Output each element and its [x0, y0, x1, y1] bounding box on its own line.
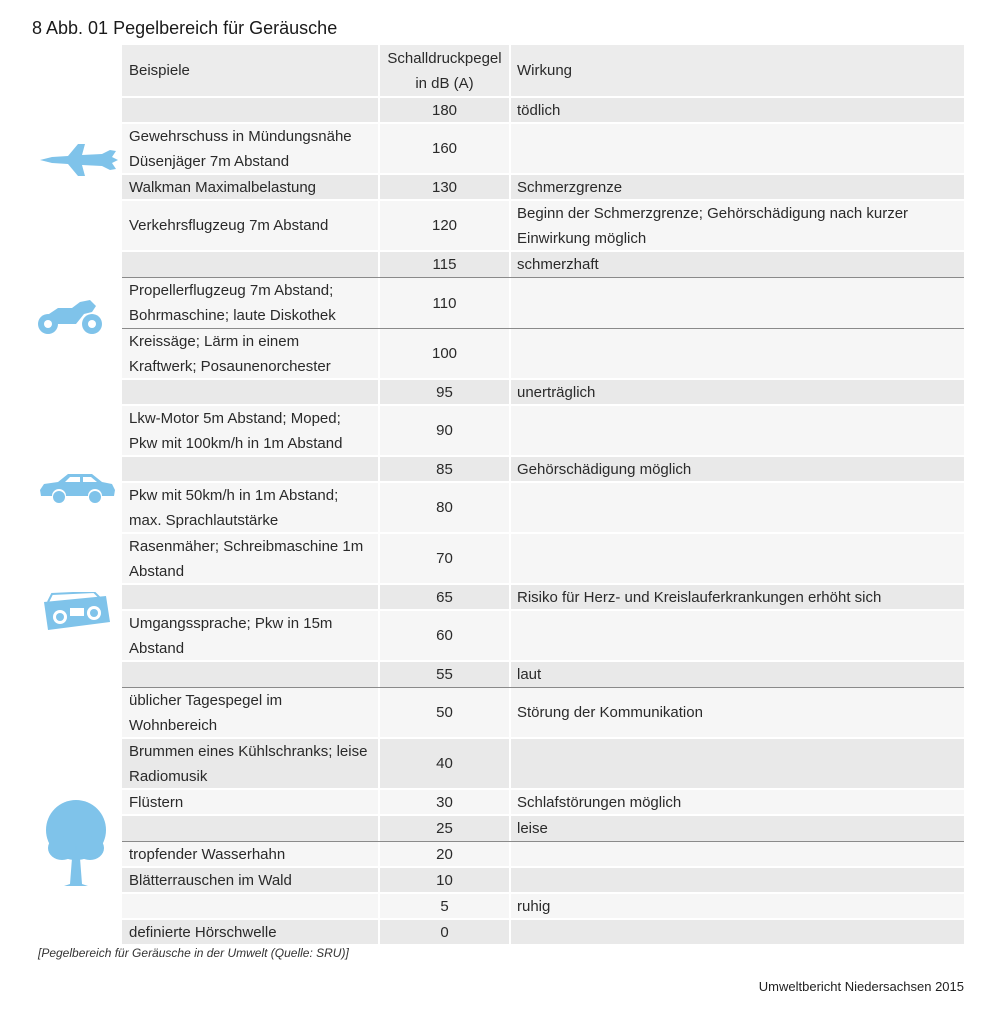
- table-row: [122, 611, 964, 662]
- level-cell: 85: [380, 457, 509, 481]
- table-row: [122, 380, 964, 406]
- level-cell: 60: [380, 611, 509, 660]
- level-cell: 115: [380, 252, 509, 277]
- page-footer: Umweltbericht Niedersachsen 2015: [758, 979, 964, 994]
- figure-caption: [Pegelbereich für Geräusche in der Umwelt (Quelle: SRU)]: [38, 946, 349, 960]
- table-row: [122, 201, 964, 252]
- example-cell: tropfender Wasserhahn: [122, 842, 378, 866]
- effect-cell: Gehörschädigung möglich: [511, 457, 964, 481]
- effect-cell: Störung der Kommunikation: [511, 688, 964, 737]
- example-cell: Lkw-Motor 5m Abstand; Moped; Pkw mit 100km/h in 1m Abstand: [122, 406, 378, 455]
- table-row: [122, 406, 964, 457]
- level-cell: 10: [380, 868, 509, 892]
- effect-cell: tödlich: [511, 98, 964, 122]
- radio-icon: [38, 592, 112, 634]
- level-cell: 5: [380, 894, 509, 918]
- example-cell: [122, 816, 378, 841]
- page-title: 8 Abb. 01 Pegelbereich für Geräusche: [32, 18, 338, 38]
- example-cell: Rasenmäher; Schreibmaschine 1m Abstand: [122, 534, 378, 583]
- example-cell: [122, 380, 378, 404]
- table-row: [122, 662, 964, 688]
- effect-cell: [511, 868, 964, 892]
- table-row: [122, 739, 964, 790]
- car-icon: [38, 470, 116, 504]
- example-cell: [122, 662, 378, 687]
- example-cell: definierte Hörschwelle: [122, 920, 378, 944]
- table-row: [122, 816, 964, 842]
- header-level-line2: in dB (A): [415, 74, 474, 92]
- example-cell: Verkehrsflugzeug 7m Abstand: [122, 201, 378, 250]
- effect-cell: [511, 534, 964, 583]
- example-cell: Walkman Maximalbelastung: [122, 175, 378, 199]
- level-cell: 50: [380, 688, 509, 737]
- example-cell: Brummen eines Kühlschranks; leise Radiomusik: [122, 739, 378, 788]
- example-cell: Umgangssprache; Pkw in 15m Abstand: [122, 611, 378, 660]
- example-cell: Pkw mit 50km/h in 1m Abstand; max. Sprachlautstärke: [122, 483, 378, 532]
- table-row: [122, 842, 964, 868]
- level-cell: 80: [380, 483, 509, 532]
- level-cell: 100: [380, 329, 509, 378]
- level-cell: 30: [380, 790, 509, 814]
- effect-cell: unerträglich: [511, 380, 964, 404]
- effect-cell: laut: [511, 662, 964, 687]
- table-row: [122, 868, 964, 894]
- effect-cell: [511, 920, 964, 944]
- effect-cell: leise: [511, 816, 964, 841]
- level-cell: 180: [380, 98, 509, 122]
- table-row: [122, 252, 964, 278]
- level-cell: 25: [380, 816, 509, 841]
- effect-cell: Schmerzgrenze: [511, 175, 964, 199]
- example-cell: üblicher Tagespegel im Wohnbereich: [122, 688, 378, 737]
- table-row: [122, 790, 964, 816]
- example-cell: Kreissäge; Lärm in einem Kraftwerk; Posaunenorchester: [122, 329, 378, 378]
- example-cell: Blätterrauschen im Wald: [122, 868, 378, 892]
- effect-cell: [511, 278, 964, 328]
- level-cell: 90: [380, 406, 509, 455]
- level-cell: 120: [380, 201, 509, 250]
- example-cell: [122, 894, 378, 918]
- table-row: [122, 483, 964, 534]
- level-cell: 65: [380, 585, 509, 609]
- effect-cell: [511, 842, 964, 866]
- effect-cell: ruhig: [511, 894, 964, 918]
- level-cell: 20: [380, 842, 509, 866]
- effect-cell: [511, 483, 964, 532]
- level-cell: 95: [380, 380, 509, 404]
- example-cell: Propellerflugzeug 7m Abstand; Bohrmaschine; laute Diskothek: [122, 278, 378, 328]
- table-row: [122, 585, 964, 611]
- header-effect: Wirkung: [511, 45, 964, 96]
- effect-cell: [511, 329, 964, 378]
- table-row: [122, 534, 964, 585]
- effect-cell: schmerzhaft: [511, 252, 964, 277]
- effect-cell: Schlafstörungen möglich: [511, 790, 964, 814]
- effect-cell: [511, 124, 964, 173]
- motorcycle-icon: [36, 296, 104, 336]
- table-row: [122, 688, 964, 739]
- effect-cell: [511, 739, 964, 788]
- example-cell: Gewehrschuss in Mündungsnähe Düsenjäger 7m Abstand: [122, 124, 378, 173]
- example-cell: [122, 585, 378, 609]
- table-row: [122, 457, 964, 483]
- example-cell: [122, 98, 378, 122]
- effect-cell: Risiko für Herz- und Kreislauferkrankungen erhöht sich: [511, 585, 964, 609]
- jet-icon: [38, 138, 120, 182]
- example-cell: Flüstern: [122, 790, 378, 814]
- level-cell: 0: [380, 920, 509, 944]
- level-cell: 40: [380, 739, 509, 788]
- level-cell: 130: [380, 175, 509, 199]
- level-cell: 55: [380, 662, 509, 687]
- table-row: [122, 278, 964, 329]
- example-cell: [122, 252, 378, 277]
- level-cell: 110: [380, 278, 509, 328]
- table-header: [122, 45, 964, 98]
- example-cell: [122, 457, 378, 481]
- effect-cell: [511, 611, 964, 660]
- tree-icon: [42, 798, 110, 888]
- table-row: [122, 920, 964, 946]
- table-row: [122, 894, 964, 920]
- table-row: [122, 98, 964, 124]
- header-examples: Beispiele: [122, 45, 378, 96]
- table-row: [122, 329, 964, 380]
- header-level-line1: Schalldruckpegel: [387, 49, 502, 67]
- header-level: [380, 45, 509, 96]
- table-row: [122, 175, 964, 201]
- level-cell: 160: [380, 124, 509, 173]
- level-cell: 70: [380, 534, 509, 583]
- noise-level-table: [122, 45, 964, 946]
- table-row: [122, 124, 964, 175]
- effect-cell: Beginn der Schmerzgrenze; Gehörschädigung nach kurzer Einwirkung möglich: [511, 201, 964, 250]
- effect-cell: [511, 406, 964, 455]
